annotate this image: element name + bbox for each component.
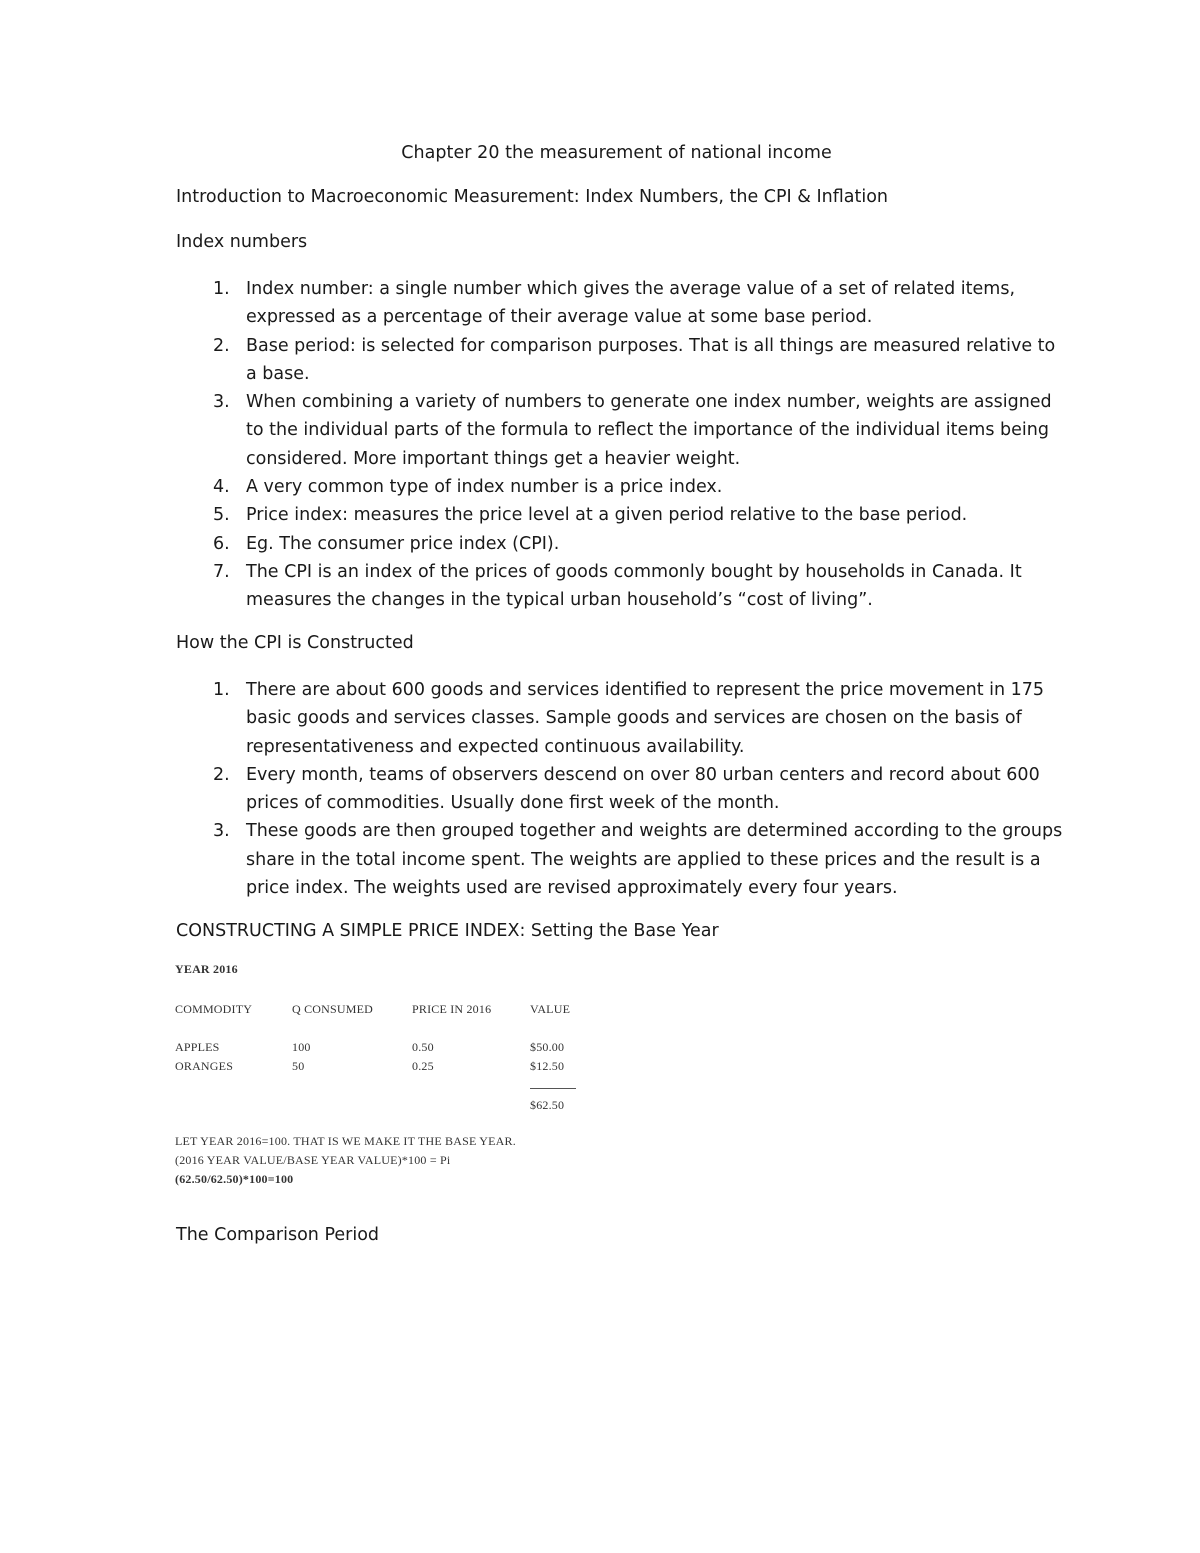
- table-header: COMMODITY: [175, 1002, 253, 1016]
- table-cell: APPLES: [175, 1040, 220, 1054]
- table-cell: 0.50: [412, 1040, 434, 1054]
- table-note: (62.50/62.50)*100=100: [175, 1172, 294, 1186]
- section-heading-simple-price-index: CONSTRUCTING A SIMPLE PRICE INDEX: Setting the Base Year: [176, 921, 719, 941]
- list-item: 5. Price index: measures the price level at a given period relative to the base period.: [213, 505, 968, 526]
- table-year-label: YEAR 2016: [175, 962, 238, 976]
- list-item: 7. The CPI is an index of the prices of goods commonly bought by households in Canada. It measures the changes in the typical urban household’s “cost of living”.: [213, 561, 1022, 611]
- list-item: 2. Base period: is selected for comparison purposes. That is all things are measured relative to a base.: [213, 335, 1056, 384]
- table-cell: $12.50: [530, 1059, 565, 1073]
- table-cell: ORANGES: [175, 1059, 234, 1073]
- table-note: LET YEAR 2016=100. THAT IS WE MAKE IT THE BASE YEAR.: [175, 1134, 516, 1148]
- list-item: 1. There are about 600 goods and services identified to represent the price movement in 175 basic goods and services classes. Sample goods and services are chosen on the basis of representativeness and expected continuous availability.: [213, 680, 1045, 757]
- total-rule: [530, 1088, 576, 1089]
- intro-heading: Introduction to Macroeconomic Measurement: Index Numbers, the CPI & Inflation: [176, 187, 889, 207]
- list-item: 2. Every month, teams of observers descend on over 80 urban centers and record about 600 prices of commodities. Usually done first week of the month.: [213, 764, 1040, 814]
- table-header: Q CONSUMED: [292, 1002, 374, 1016]
- table-cell: 100: [292, 1040, 311, 1054]
- section-heading-comparison-period: The Comparison Period: [176, 1225, 380, 1245]
- table-note: (2016 YEAR VALUE/BASE YEAR VALUE)*100 = Pi: [175, 1153, 451, 1167]
- list-item: 3. These goods are then grouped together and weights are determined according to the groups share in the total income spent. The weights are applied to these prices and the result is a price index. The weights used are revised approximately every four years.: [213, 821, 1063, 899]
- document-title: Chapter 20 the measurement of national income: [401, 143, 832, 163]
- table-cell: 0.25: [412, 1059, 434, 1073]
- table-header: VALUE: [530, 1002, 571, 1016]
- list-item: 1. Index number: a single number which gives the average value of a set of related items, expressed as a percentage of their average value at some base period.: [213, 279, 1016, 328]
- table-header: PRICE IN 2016: [412, 1002, 492, 1016]
- table-cell: 50: [292, 1059, 305, 1073]
- list-item: 6. Eg. The consumer price index (CPI).: [213, 533, 560, 554]
- index-numbers-list: [176, 275, 1076, 615]
- section-heading-cpi-constructed: How the CPI is Constructed: [176, 633, 414, 653]
- table-cell: $50.00: [530, 1040, 565, 1054]
- section-heading-index-numbers: Index numbers: [176, 232, 308, 252]
- base-year-table: [175, 962, 595, 1192]
- cpi-construction-list: [176, 676, 1076, 902]
- table-total: $62.50: [530, 1098, 565, 1112]
- list-item: 3. When combining a variety of numbers to generate one index number, weights are assigned to the individual parts of the formula to reflect the importance of the individual items being considered. More important things get a heavier weight.: [213, 392, 1052, 469]
- list-item: 4. A very common type of index number is a price index.: [213, 477, 723, 498]
